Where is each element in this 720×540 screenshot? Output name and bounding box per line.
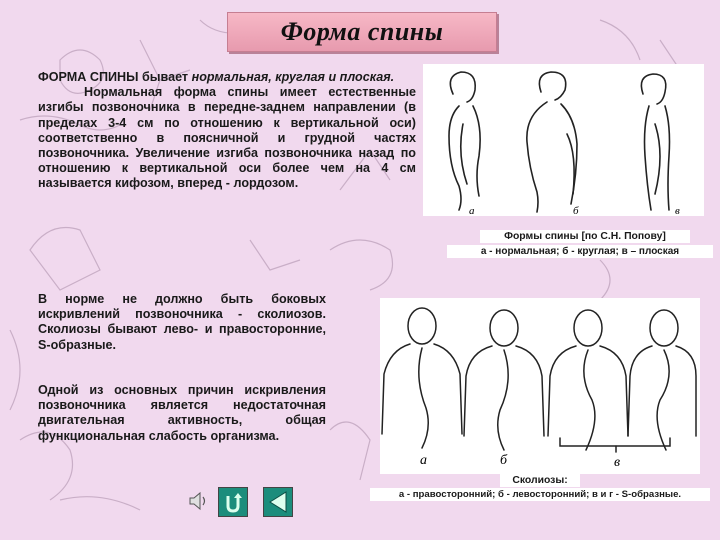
figure1-caption-title: Формы спины [по С.Н. Попову]	[480, 230, 690, 243]
paragraph1-lead: ФОРМА СПИНЫ бывает	[38, 70, 189, 84]
paragraph1-body: Нормальная форма спины имеет естественные изгибы позвоночника в передне-заднем направлении (в пределах 3-4 см по отношению к вертикальной оси) соответственно в поясничной и грудной частях позвоночника. Увеличение изгиба позвоночника назад по отношению к вертикальной оси более чем на 4 см называется кифозом, вперед - лордозом.	[38, 85, 416, 191]
fig2-label-a: а	[420, 453, 427, 468]
back-shapes-figure	[423, 64, 704, 216]
back-triangle-icon	[264, 488, 292, 516]
back-shape-paragraph	[38, 70, 416, 192]
scoliosis-drawing	[380, 298, 700, 474]
figure1-caption-legend: а - нормальная; б - круглая; в – плоская	[447, 245, 713, 258]
scoliosis-figure	[380, 298, 700, 474]
back-shapes-drawing	[423, 64, 704, 216]
figure2-caption-legend: а - правосторонний; б - левосторонний; в и г - S-образные.	[370, 488, 710, 501]
back-button[interactable]	[263, 487, 293, 517]
speaker-icon[interactable]	[187, 489, 209, 513]
slide-title: Форма спины	[280, 17, 444, 46]
fig1-label-b: б	[573, 205, 579, 216]
slide-title-box	[227, 12, 497, 52]
fig1-label-c: в	[675, 205, 680, 216]
fig2-label-b: б	[500, 453, 508, 468]
figure2-caption-title: Сколиозы:	[500, 474, 580, 487]
cause-paragraph: Одной из основных причин искривления позвоночника является недостаточная двигательная активность, общая функциональная слабость организма.	[38, 383, 326, 443]
return-button[interactable]	[218, 487, 248, 517]
return-arrow-icon	[219, 488, 247, 516]
paragraph1-types: нормальная, круглая и плоская.	[191, 70, 395, 84]
fig1-label-a: а	[469, 205, 475, 216]
fig2-label-c: в	[614, 455, 621, 470]
scoliosis-paragraph: В норме не должно быть боковых искривлений позвоночника - сколиозов. Сколиозы бывают лево- и правосторонние, S-образные.	[38, 292, 326, 352]
